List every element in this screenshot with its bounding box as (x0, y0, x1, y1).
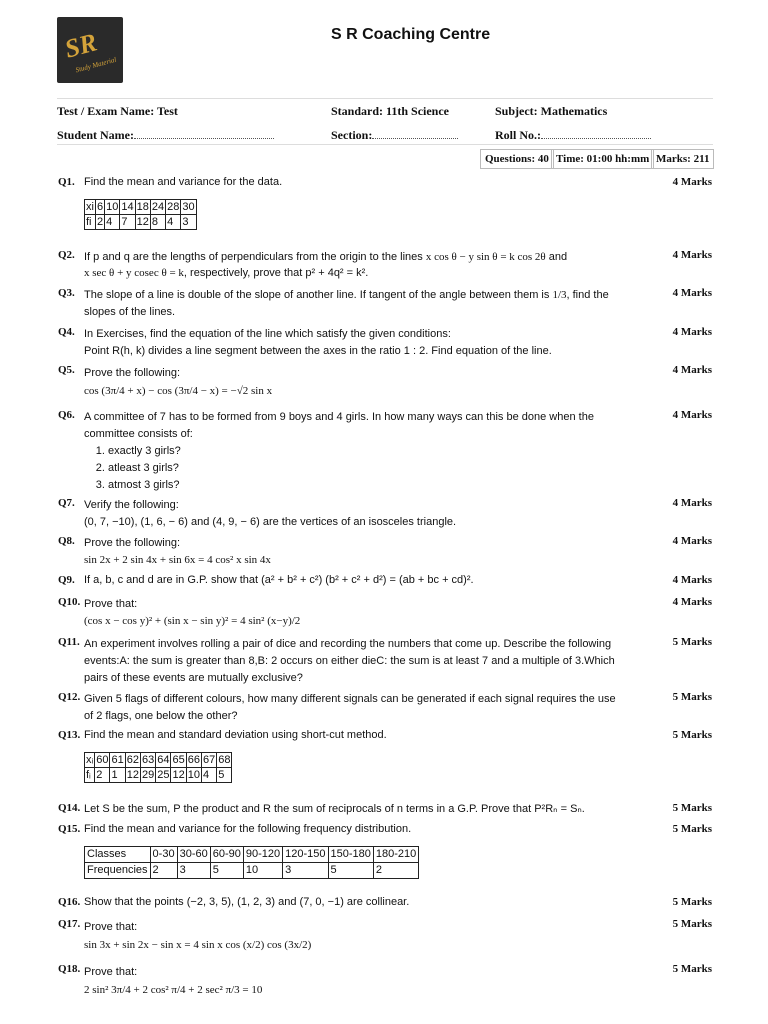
table-cell: 3 (177, 863, 210, 879)
question-marks: 5 Marks (672, 802, 712, 814)
table-row (85, 753, 232, 768)
math-expression: (cos x − cos y)² + (sin x − sin y)² = 4 sin² (x−y)/2 (84, 615, 301, 627)
question-marks: 4 Marks (672, 596, 712, 608)
q13-data-table (84, 752, 232, 783)
total-marks: Marks: 211 (651, 149, 714, 169)
question-marks: 4 Marks (672, 249, 712, 261)
math-expression: x cos θ − y sin θ = k cos 2θ (425, 251, 546, 263)
question-text: slopes of the lines. (84, 306, 176, 318)
question-number: Q1. (58, 176, 75, 188)
question-marks: 5 Marks (672, 729, 712, 741)
question-marks: 5 Marks (672, 963, 712, 975)
section-field[interactable] (331, 128, 458, 143)
question-number: Q18. (58, 963, 81, 975)
question-marks: 5 Marks (672, 691, 712, 703)
question-text: Show that the points (−2, 3, 5), (1, 2, 3) and (7, 0, −1) are collinear. (84, 896, 410, 908)
q15-frequency-table (84, 846, 419, 879)
question-14 (58, 802, 712, 815)
question-number: Q5. (58, 364, 75, 376)
table-cell: 4 (166, 215, 181, 230)
table-cell: 7 (120, 215, 135, 230)
table-cell: 4 (201, 768, 216, 783)
question-10 (58, 596, 712, 630)
section-label: Section: (331, 128, 373, 142)
question-text: Prove that: (84, 598, 138, 610)
table-cell: 2 (150, 863, 177, 879)
question-marks: 4 Marks (672, 364, 712, 376)
table-cell: 66 (187, 754, 200, 766)
question-marks: 4 Marks (672, 287, 712, 299)
table-cell: Frequencies (85, 863, 151, 879)
question-marks: 4 Marks (672, 326, 712, 338)
question-text: Verify the following: (84, 499, 179, 511)
table-cell: 5 (217, 768, 232, 783)
subject: Subject: Mathematics (495, 104, 608, 118)
table-row (85, 215, 197, 230)
question-text: If p and q are the lengths of perpendiculars from the origin to the lines (84, 251, 423, 263)
roll-no-label: Roll No.: (495, 128, 541, 142)
question-marks: 5 Marks (672, 636, 712, 648)
table-cell: 67 (202, 754, 216, 766)
question-text: pairs of these events are mutually exclusive? (84, 672, 303, 684)
question-1 (58, 176, 712, 188)
question-number: Q9. (58, 574, 75, 586)
question-18 (58, 963, 712, 999)
table-row (85, 200, 197, 215)
question-3 (58, 287, 712, 321)
math-expression: cos (3π/4 + x) − cos (3π/4 − x) = −√2 sin x (84, 385, 273, 397)
question-12 (58, 691, 712, 725)
table-cell: 2 (95, 768, 110, 783)
sub-question-list (84, 443, 712, 494)
table-cell: 3 (181, 215, 196, 230)
table-cell: 90-120 (243, 847, 282, 863)
table-cell: 30-60 (177, 847, 210, 863)
logo-tagline: Study Material (74, 55, 118, 75)
question-number: Q8. (58, 535, 75, 547)
table-cell: 60-90 (210, 847, 243, 863)
question-9 (58, 574, 712, 586)
question-17 (58, 918, 712, 954)
table-cell: 10 (243, 863, 282, 879)
table-cell: 10 (106, 201, 119, 213)
table-cell: 0-30 (150, 847, 177, 863)
table-cell: 14 (121, 201, 134, 213)
question-number: Q3. (58, 287, 75, 299)
question-text: Find the mean and variance for the data. (84, 176, 283, 188)
fraction: 1/3 (552, 289, 567, 301)
student-name-label: Student Name: (57, 128, 134, 142)
list-item: 1. exactly 3 girls? (108, 443, 712, 460)
question-13 (58, 729, 712, 741)
table-cell: 28 (167, 201, 180, 213)
question-text: Point R(h, k) divides a line segment between the axes in the ratio 1 : 2. Find equation of the line. (84, 345, 552, 357)
table-cell: Classes (85, 847, 151, 863)
section-blank[interactable] (372, 128, 458, 139)
table-cell: 30 (182, 201, 195, 213)
question-text: In Exercises, find the equation of the line which satisfy the given conditions: (84, 328, 451, 340)
question-text: Prove that: (84, 966, 138, 978)
question-number: Q10. (58, 596, 81, 608)
question-marks: 4 Marks (672, 409, 712, 421)
question-number: Q2. (58, 249, 75, 261)
question-text: Prove that: (84, 921, 138, 933)
table-cell: xi (86, 201, 94, 213)
table-cell: 6 (96, 201, 104, 213)
math-expression: sin 2x + 2 sin 4x + sin 6x = 4 cos² x sin 4x (84, 554, 271, 566)
math-expression: sin 3x + sin 2x − sin x = 4 sin x cos (x/2) cos (3x/2) (84, 939, 312, 951)
question-number: Q12. (58, 691, 81, 703)
standard: Standard: 11th Science (331, 104, 450, 118)
roll-no-field[interactable] (495, 128, 651, 143)
question-number: Q7. (58, 497, 75, 509)
q1-data-table (84, 199, 197, 230)
logo (57, 17, 123, 83)
table-cell: 2 (373, 863, 418, 879)
question-4 (58, 326, 712, 360)
table-cell: 12 (136, 216, 149, 228)
table-cell: 2 (96, 216, 104, 228)
math-expression: x sec θ + y cosec θ = k (84, 267, 184, 279)
page-title: S R Coaching Centre (331, 26, 491, 43)
question-marks: 4 Marks (672, 176, 712, 188)
table-cell: 25 (157, 769, 170, 781)
question-marks: 4 Marks (672, 574, 712, 586)
table-cell: 12 (126, 769, 139, 781)
question-5 (58, 364, 712, 400)
question-text: Find the mean and variance for the following frequency distribution. (84, 823, 412, 835)
question-marks: 5 Marks (672, 896, 712, 908)
table-cell: 29 (141, 769, 155, 781)
question-number: Q14. (58, 802, 81, 814)
table-cell: 68 (218, 754, 231, 766)
list-item: 2. atleast 3 girls? (108, 460, 712, 477)
question-7 (58, 497, 712, 531)
table-cell: 3 (283, 863, 328, 879)
table-row (85, 847, 419, 863)
time-limit: Time: 01:00 hh:mm (551, 149, 654, 169)
question-text: An experiment involves rolling a pair of dice and recording the numbers that come up. Describe the following (84, 638, 612, 650)
question-number: Q15. (58, 823, 81, 835)
table-row (85, 863, 419, 879)
table-cell: 5 (210, 863, 243, 879)
table-cell: 120-150 (283, 847, 328, 863)
test-name: Test / Exam Name: Test (57, 104, 178, 118)
question-text: of 2 flags, one below the other? (84, 710, 238, 722)
question-text: Prove the following: (84, 537, 180, 549)
math-expression: 2 sin² 3π/4 + 2 cos² π/4 + 2 sec² π/3 = 10 (84, 984, 263, 996)
question-number: Q17. (58, 918, 81, 930)
question-marks: 5 Marks (672, 918, 712, 930)
question-text: events:A: the sum is greater than 8,B: 2 occurs on either dieC: the sum is at least 7 and a multiple of 3.Which (84, 655, 615, 667)
question-text: , respectively, prove that p² + 4q² = k². (183, 267, 369, 279)
question-text: A committee of 7 has to be formed from 9 boys and 4 girls. In how many ways can this be done when the (84, 411, 594, 423)
question-text: Given 5 flags of different colours, how many different signals can be generated if each signal requires the use (84, 693, 616, 705)
divider (57, 144, 713, 145)
question-number: Q6. (58, 409, 75, 421)
table-cell: 180-210 (373, 847, 418, 863)
question-15 (58, 823, 712, 835)
table-cell: 18 (136, 201, 149, 213)
divider (57, 98, 713, 99)
question-text: , find the (566, 289, 609, 301)
table-cell: 63 (141, 754, 155, 766)
question-number: Q11. (58, 636, 80, 648)
question-text: Find the mean and standard deviation using short-cut method. (84, 729, 387, 741)
list-item: 3. atmost 3 girls? (108, 477, 712, 494)
question-marks: 5 Marks (672, 823, 712, 835)
table-cell: 62 (126, 754, 139, 766)
table-cell: fᵢ (85, 768, 95, 783)
question-2 (58, 249, 712, 281)
logo-text: SR (61, 27, 100, 64)
questions-count: Questions: 40 (480, 149, 554, 169)
question-number: Q13. (58, 729, 81, 741)
question-number: Q4. (58, 326, 75, 338)
table-cell: 5 (328, 863, 373, 879)
question-16 (58, 896, 712, 908)
question-text: If a, b, c and d are in G.P. show that (a² + b² + c²) (b² + c² + d²) = (ab + bc + cd)². (84, 574, 474, 586)
question-text: committee consists of: (84, 428, 193, 440)
table-cell: 1 (110, 768, 125, 783)
roll-no-blank[interactable] (541, 128, 651, 139)
question-marks: 4 Marks (672, 497, 712, 509)
table-cell: 60 (96, 754, 109, 766)
student-name-blank[interactable] (134, 128, 274, 139)
table-cell: 61 (111, 754, 124, 766)
table-cell: 64 (157, 754, 170, 766)
table-cell: 4 (105, 215, 120, 230)
table-cell: 8 (150, 215, 165, 230)
table-cell: 150-180 (328, 847, 373, 863)
student-name-field[interactable] (57, 128, 274, 143)
question-text: Prove the following: (84, 367, 180, 379)
question-marks: 4 Marks (672, 535, 712, 547)
table-cell: fi (85, 215, 96, 230)
question-number: Q16. (58, 896, 81, 908)
question-8 (58, 535, 712, 569)
table-cell: 65 (172, 754, 185, 766)
question-text: (0, 7, −10), (1, 6, − 6) and (4, 9, − 6) are the vertices of an isosceles triangle. (84, 516, 457, 528)
table-cell: xᵢ (86, 754, 94, 766)
table-cell: 24 (151, 201, 165, 213)
question-text: The slope of a line is double of the slope of another line. If tangent of the angle between them is (84, 289, 550, 301)
table-cell: 12 (172, 769, 185, 781)
table-cell: 10 (187, 769, 200, 781)
question-6 (58, 409, 712, 494)
table-row (85, 768, 232, 783)
question-11 (58, 636, 712, 687)
question-text: and (548, 251, 568, 263)
question-text: Let S be the sum, P the product and R the sum of reciprocals of n terms in a G.P. Prove that P²Rₙ = Sₙ. (84, 803, 585, 815)
